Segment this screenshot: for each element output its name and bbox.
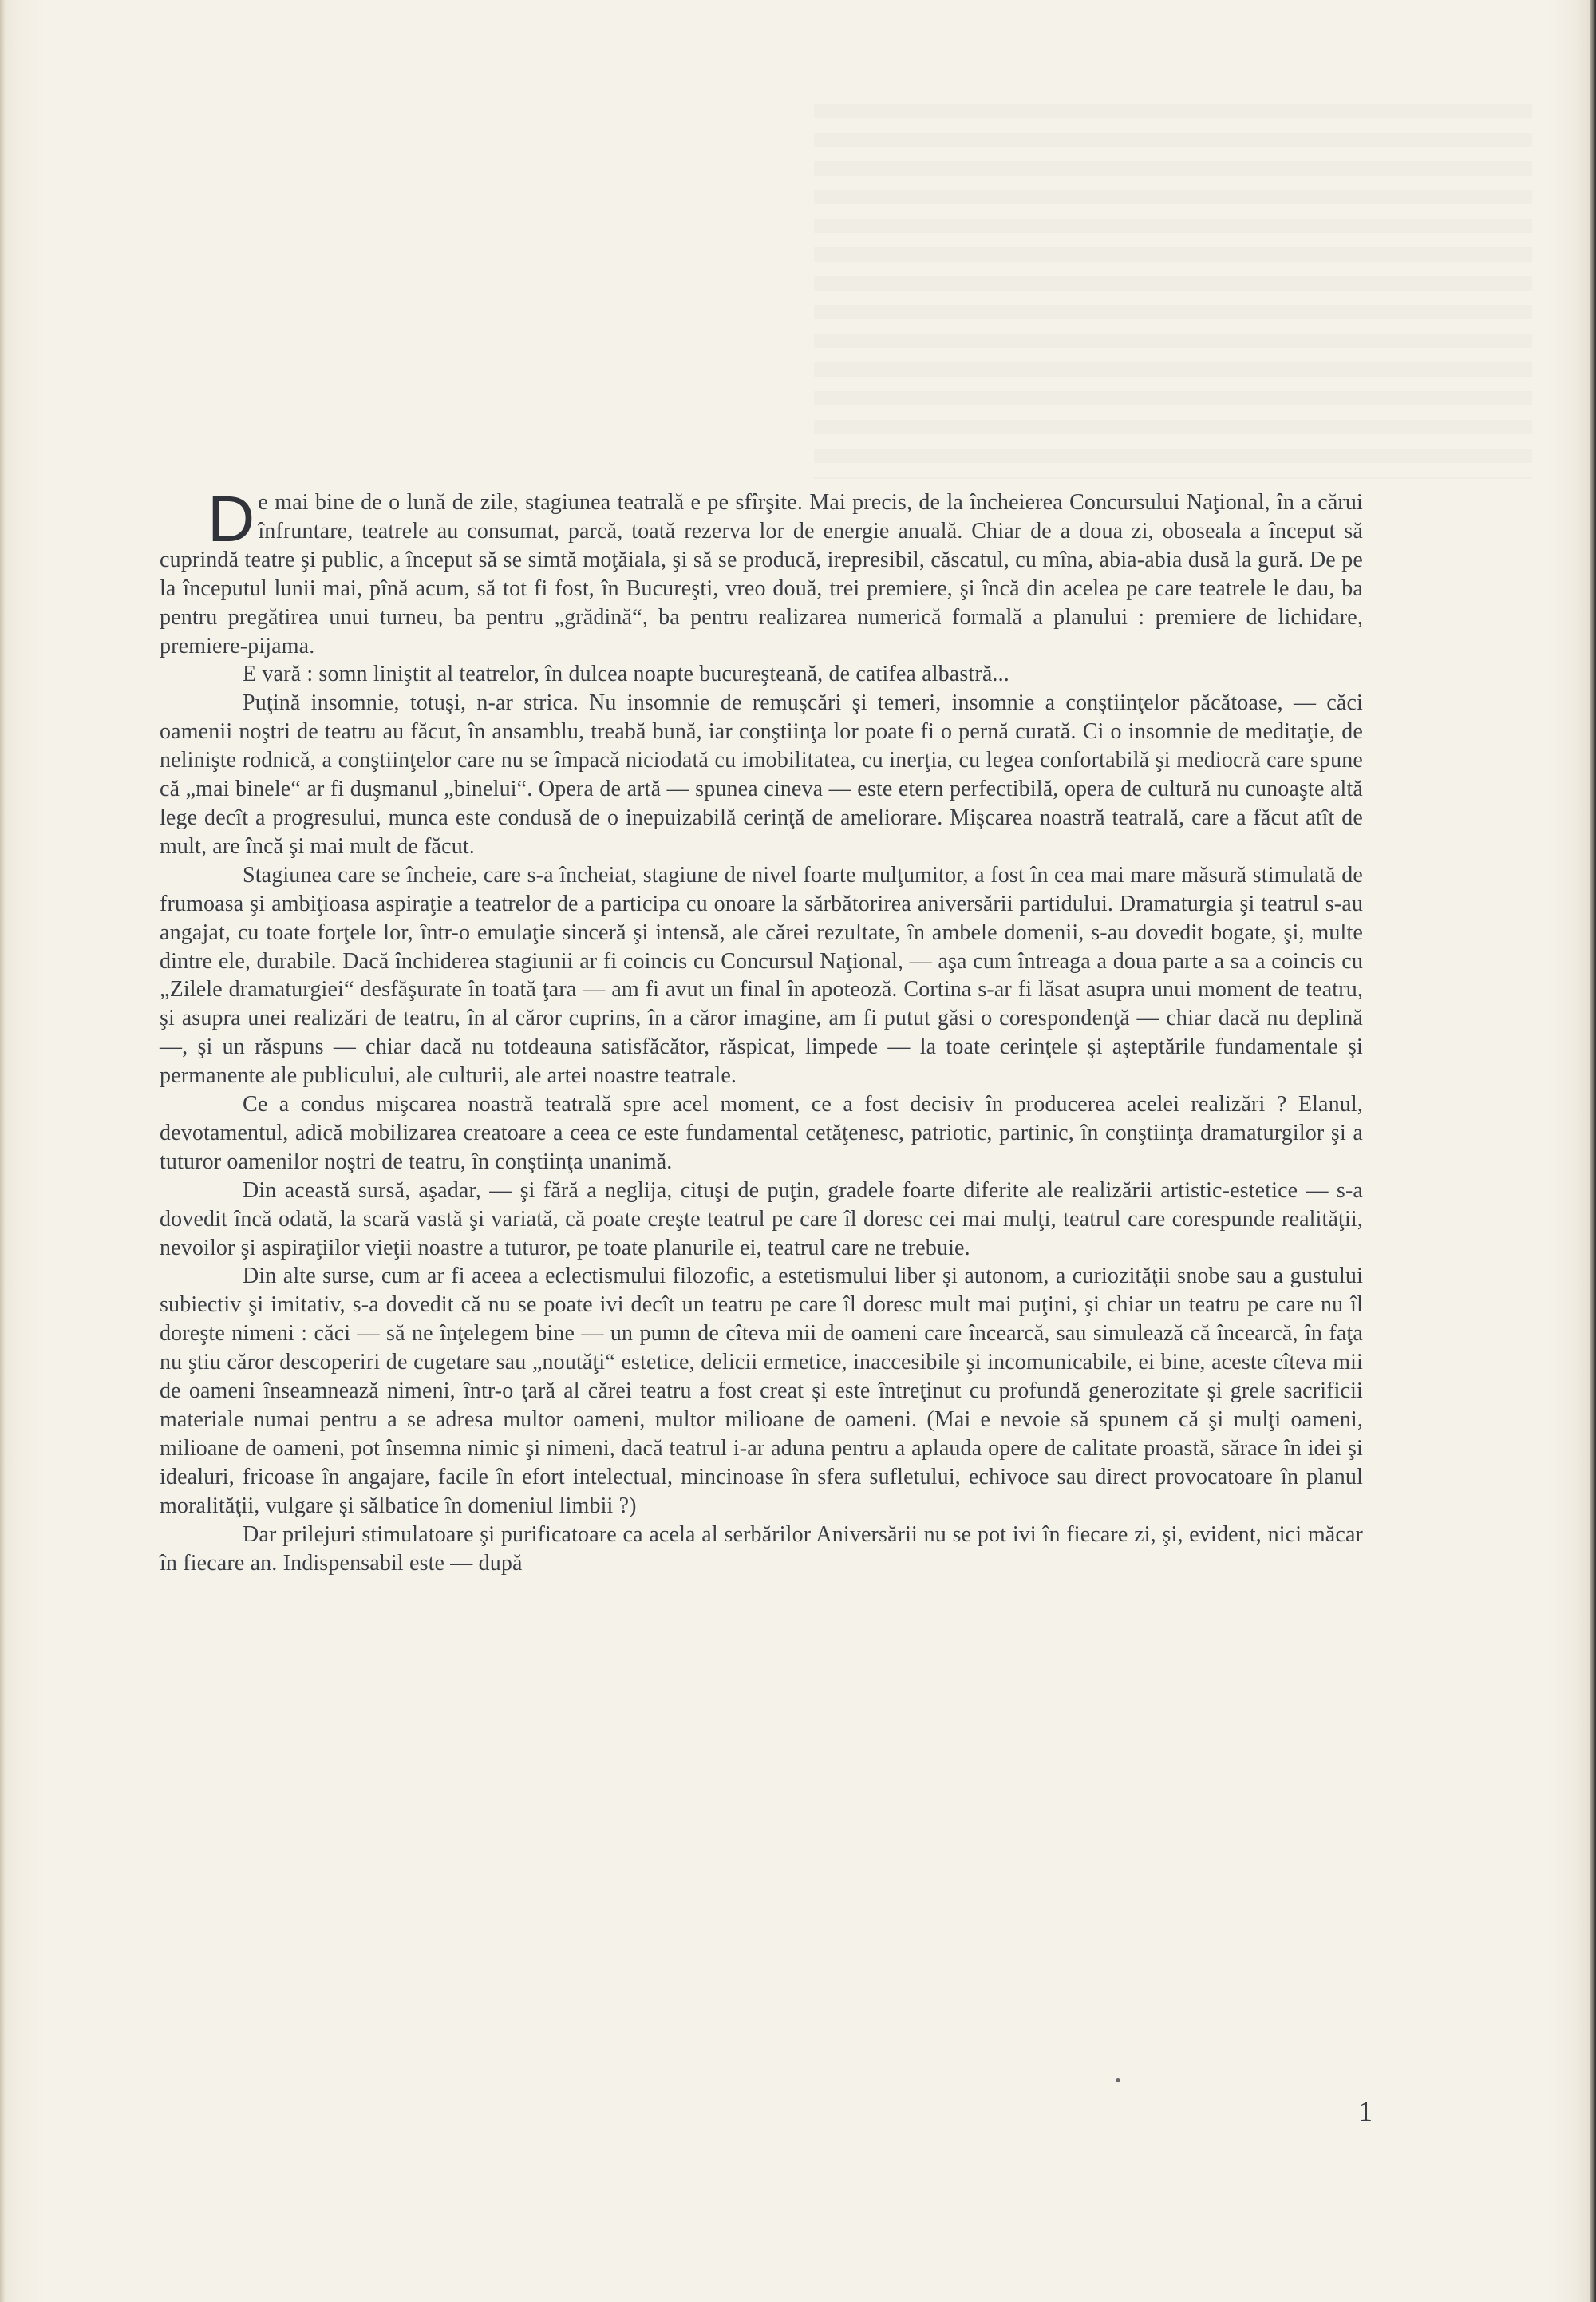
page-number: 1 (1358, 2095, 1373, 2127)
page-right-edge (1590, 0, 1596, 2302)
page-left-edge (0, 0, 5, 2302)
paragraph-4: Stagiunea care se încheie, care s-a încheiat, stagiune de nivel foarte mulţumitor, a fost în cea mai mare măsură stimulată de frumoasa şi ambiţioasa aspiraţie a teatrelor de a participa cu onoare la sărbătorirea aniversării partidului. Dramaturgia şi teatrul s-au angajat, cu toate forţele lor, într-o emulaţie sinceră şi intensă, ale cărei rezultate, în ambele domenii, s-au dovedit bogate, şi, multe dintre ele, durabile. Dacă închiderea stagiunii ar fi coincis cu Concursul Naţional, — aşa cum întreaga a doua parte a sa a coincis cu „Zilele dramaturgiei“ desfăşurate în toată ţara — am fi avut un final în apoteoză. Cortina s-ar fi lăsat asupra unui moment de teatru, şi asupra unei realizări de teatru, în al căror cuprins, în a căror imagine, am fi putut găsi o corespondenţă — chiar dacă nu deplină —, şi un răspuns — chiar dacă nu totdeauna satisfăcător, răspicat, limpede — la toate cerinţele şi aşteptările fundamentale şi permanente ale publicului, ale culturii, ale artei noastre teatrale. (160, 862, 1363, 1089)
paragraph-1 (160, 483, 1363, 660)
ink-speck (1116, 2078, 1120, 2082)
drop-cap: D (207, 483, 255, 556)
paragraph-7: Din alte surse, cum ar fi aceea a eclectismului filozofic, a estetismului liber şi autonom, a curiozităţii snobe sau a gustului subiectiv şi imitativ, s-a dovedit că nu se poate ivi decît un teatru pe care îl doresc mult mai puţini, şi chiar un teatru pe care nu îl doreşte nimeni : căci — să ne înţelegem bine — un pumn de cîteva mii de oameni care încearcă, sau simulează că încearcă, în faţa nu ştiu căror descoperiri de cugetare sau „noutăţi“ estetice, delicii ermetice, inaccesibile şi incomunicabile, ei bine, aceste cîteva mii de oameni înseamnează nimeni, într-o ţară al cărei teatru a fost creat şi este întreţinut cu profundă generozitate şi grele sacrificii materiale numai pentru a se adresa multor oameni, multor milioane de oameni. (Mai e nevoie să spunem că şi mulţi oameni, milioane de oameni, pot însemna nimic şi nimeni, dacă teatrul i-ar aduna pentru a aplauda opere de calitate proastă, sărace în idei şi idealuri, fricoase în angajare, facile în efort intelectual, mincinoase în sfera sufletului, echivoce sau direct provocatoare în planul moralităţii, vulgare şi sălbatice în domeniul limbii ?) (160, 1264, 1363, 1518)
show-through-shadow (814, 104, 1532, 479)
paragraph-1-text: e mai bine de o lună de zile, stagiunea teatrală e pe sfîrşite. Mai precis, de la încheierea Concursului Naţional, în a cărui înfruntare, teatrele au consumat, parcă, toată rezerva lor de energie anuală. Chiar de a doua zi, oboseala a început să cuprindă teatre şi public, a început să se simtă moţăiala, şi să se producă, irepresibil, căscatul, cu mîna, abia-abia dusă la gură. De pe la începutul lunii mai, pînă acum, să tot fi fost, în Bucureşti, vreo două, trei premiere, şi încă din acelea pe care teatrele le dau, ba pentru pregătirea unui turneu, ba pentru „grădină“, ba pentru realizarea numerică formală a planului : premiere de lichidare, premiere-pijama. (160, 490, 1363, 659)
paragraph-6: Din această sursă, aşadar, — şi fără a neglija, cituşi de puţin, gradele foarte diferite ale realizării artistic-estetice — s-a dovedit încă odată, la scară vastă şi variată, că poate creşte teatrul pe care îl doresc cei mai mulţi, teatrul care corespunde realităţii, nevoilor şi aspiraţiilor vieţii noastre a tuturor, pe toate planurile ei, teatrul care ne trebuie. (160, 1177, 1363, 1260)
article-body (160, 483, 1363, 1577)
paragraph-2: E vară : somn liniştit al teatrelor, în dulcea noapte bucureşteană, de catifea albastră... (243, 662, 1009, 687)
paragraph-5: Ce a condus mişcarea noastră teatrală spre acel moment, ce a fost decisiv în producerea acelei realizări ? Elanul, devotamentul, adică mobilizarea creatoare a ceea ce este fundamental cetăţenesc, patriotic, partinic, în conştiinţa dramaturgilor şi a tuturor oamenilor noştri de teatru, în conştiinţa unanimă. (160, 1092, 1363, 1174)
paragraph-3: Puţină insomnie, totuşi, n-ar strica. Nu insomnie de remuşcări şi temeri, insomnie a conştiinţelor păcătoase, — căci oamenii noştri de teatru au făcut, în ansamblu, treabă bună, iar conştiinţa lor poate fi o pernă curată. Ci o insomnie de meditaţie, de nelinişte rodnică, a conştiinţelor care nu se împacă niciodată cu imobilitatea, cu inerţia, cu legea confortabilă şi mediocră care spune că „mai binele“ ar fi duşmanul „binelui“. Opera de artă — spunea cineva — este etern perfectibilă, opera de cultură nu cunoaşte altă lege decît a progresului, munca este condusă de o inepuizabilă cerinţă de ameliorare. Mişcarea noastră teatrală, care a făcut atît de mult, are încă şi mai mult de făcut. (160, 690, 1363, 859)
paragraph-8: Dar prilejuri stimulatoare şi purificatoare ca acela al serbărilor Aniversării nu se pot ivi în fiecare zi, şi, evident, nici măcar în fiecare an. Indispensabil este — după (160, 1521, 1363, 1576)
